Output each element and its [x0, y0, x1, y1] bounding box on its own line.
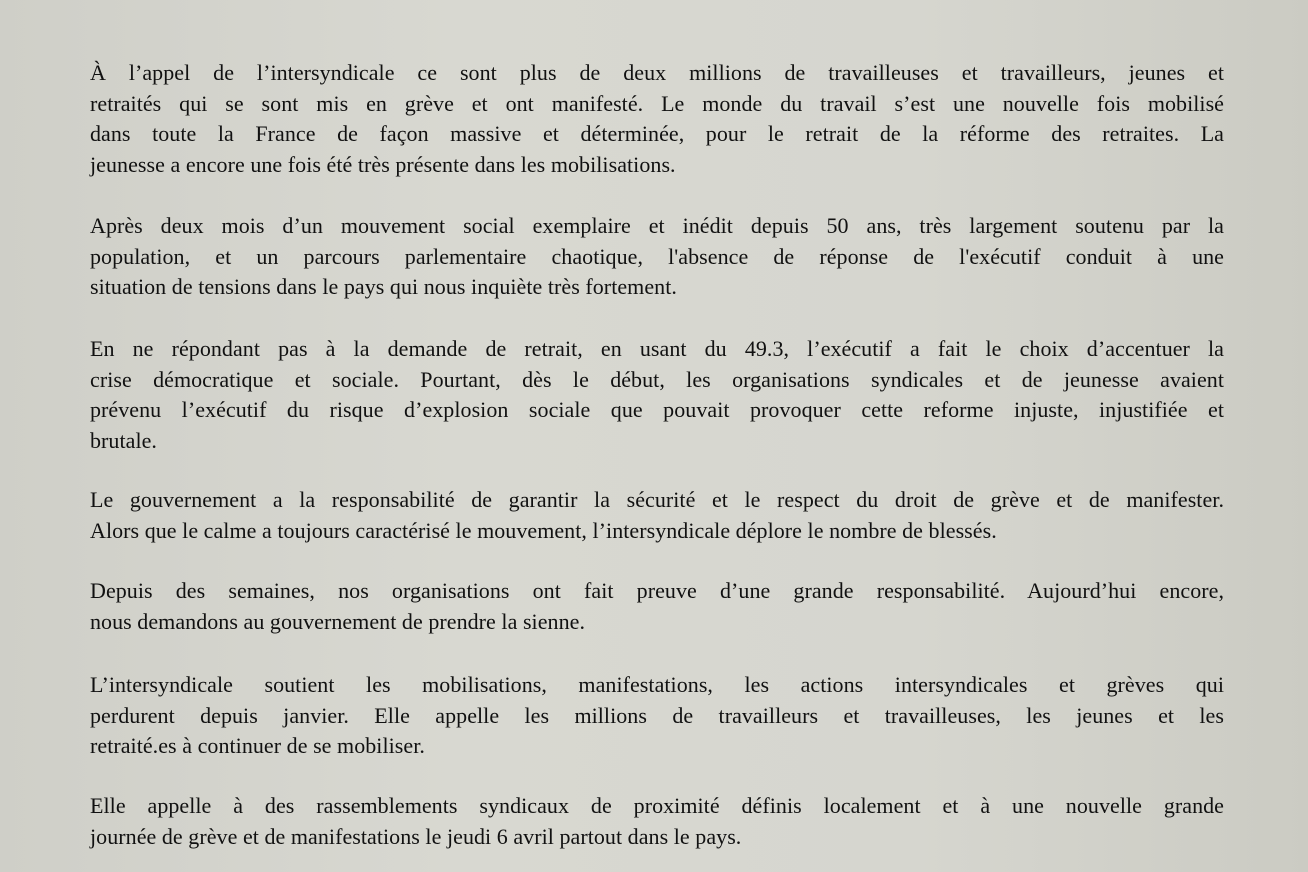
text-line: jeunesse a encore une fois été très présente dans les mobilisations.: [90, 151, 676, 177]
paragraph-intro: [90, 58, 1224, 180]
paragraph-context: [90, 211, 1224, 303]
paragraph-responsibility: [90, 576, 1224, 637]
text-line: brutale.: [90, 427, 157, 453]
text-line: Après deux mois d’un mouvement social exemplaire et inédit depuis 50 ans, très largement soutenu par la: [90, 213, 1224, 238]
text-line: dans toute la France de façon massive et déterminée, pour le retrait de la réforme des retraites. La: [90, 121, 1224, 146]
paragraph-government: [90, 485, 1224, 546]
text-line: population, et un parcours parlementaire chaotique, l'absence de réponse de l'exécutif conduit à une: [90, 243, 1224, 269]
text-line: journée de grève et de manifestations le jeudi 6 avril partout dans le pays.: [90, 823, 742, 849]
text-line: Le gouvernement a la responsabilité de garantir la sécurité et le respect du droit de grève et de manifester.: [90, 487, 1224, 512]
text-line: Depuis des semaines, nos organisations ont fait preuve d’une grande responsabilité. Aujourd’hui encore,: [90, 578, 1224, 603]
text-line: prévenu l’exécutif du risque d’explosion sociale que pouvait provoquer cette reforme injuste, injustifiée et: [90, 397, 1224, 422]
text-line: retraité.es à continuer de se mobiliser.: [90, 733, 425, 758]
text-line: Elle appelle à des rassemblements syndicaux de proximité définis localement et à une nouvelle grande: [90, 793, 1224, 818]
text-line: retraités qui se sont mis en grève et ont manifesté. Le monde du travail s’est une nouvelle fois mobilisé: [90, 90, 1224, 116]
paragraph-executive: [90, 334, 1224, 456]
document-page: [90, 58, 1224, 858]
text-line: nous demandons au gouvernement de prendre la sienne.: [90, 608, 585, 634]
text-line: Alors que le calme a toujours caractérisé le mouvement, l’intersyndicale déplore le nombre de blessés.: [90, 517, 997, 543]
text-line: En ne répondant pas à la demande de retrait, en usant du 49.3, l’exécutif a fait le choix d’accentuer la: [90, 336, 1224, 361]
paragraph-call-to-action: [90, 791, 1224, 852]
text-line: À l’appel de l’intersyndicale ce sont plus de deux millions de travailleuses et travailleurs, jeunes et: [90, 60, 1224, 85]
text-line: perdurent depuis janvier. Elle appelle les millions de travailleurs et travailleuses, les jeunes et les: [90, 702, 1224, 728]
text-line: situation de tensions dans le pays qui nous inquiète très fortement.: [90, 274, 677, 299]
paragraph-support: [90, 670, 1224, 762]
text-line: crise démocratique et sociale. Pourtant, dès le début, les organisations syndicales et de jeunesse avaient: [90, 366, 1224, 392]
text-line: L’intersyndicale soutient les mobilisations, manifestations, les actions intersyndicales et grèves qui: [90, 672, 1224, 697]
